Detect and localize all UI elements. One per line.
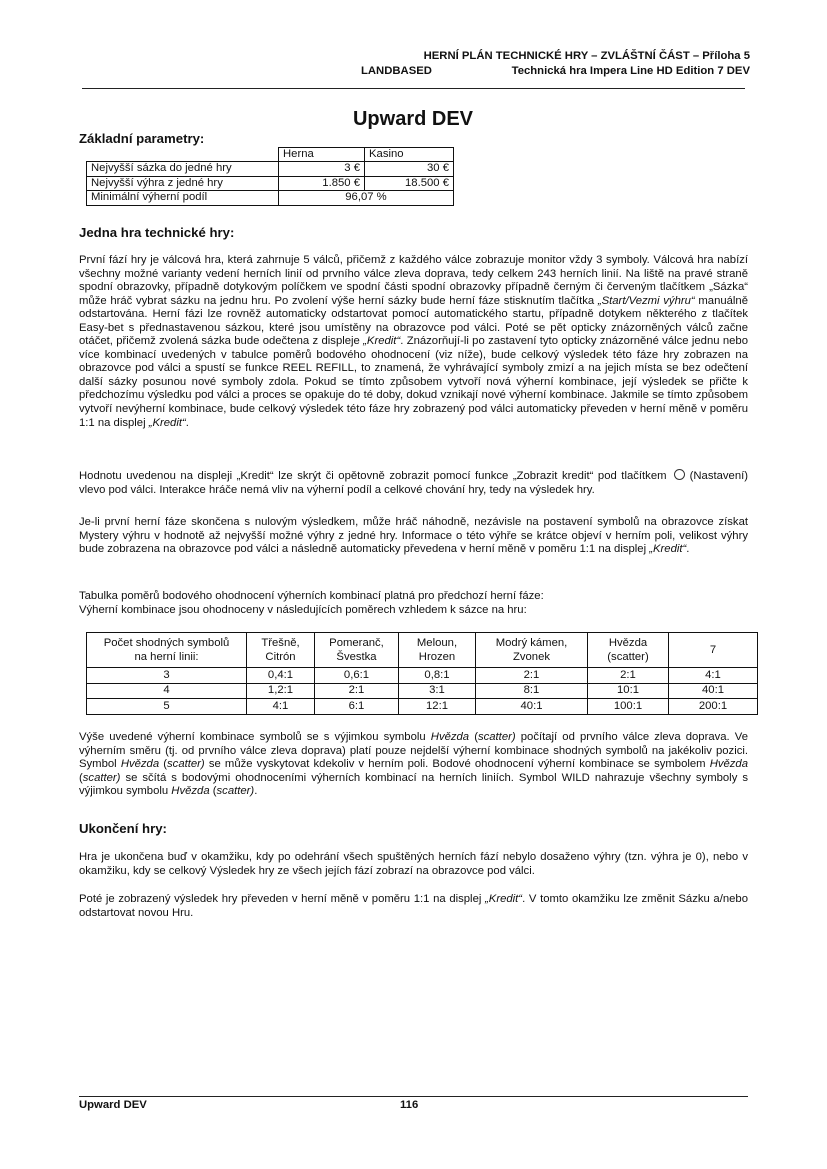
page-title: Upward DEV	[352, 108, 474, 130]
column-header: Meloun, Hrozen	[399, 633, 476, 668]
row-label: Minimální výherní podíl	[87, 191, 279, 205]
column-header: Pomeranč, Švestka	[315, 633, 399, 668]
header-landbased: LANDBASED	[361, 65, 432, 77]
settings-gear-icon	[674, 469, 685, 480]
column-header: Třešně, Citrón	[247, 633, 315, 668]
column-header-kasino: Kasino	[365, 148, 454, 162]
payout-ratio-table	[86, 632, 758, 715]
basic-params-heading: Základní parametry:	[79, 131, 205, 146]
rtp-value: 96,07 %	[279, 191, 454, 205]
table-row: 3 0,4:1 0,6:1 0,8:1 2:1 2:1 4:1	[87, 668, 758, 684]
cell-value: 3 €	[279, 162, 365, 176]
table-row: 5 4:1 6:1 12:1 40:1 100:1 200:1	[87, 699, 758, 715]
ratio-table-intro: Tabulka poměrů bodového ohodnocení výherních kombinací platná pro předchozí herní fáze: Výherní kombinace jsou ohodnoceny v následujících poměrech vzhledem k sázce na hru:	[79, 590, 544, 616]
table-header-row	[87, 148, 454, 162]
table-header-row	[87, 633, 758, 668]
table-row	[87, 191, 454, 205]
footer-game-name: Upward DEV	[79, 1099, 147, 1111]
mystery-win-paragraph: Je-li první herní fáze skončena s nulovým výsledkem, může hráč náhodně, nezávisle na postavení symbolů na obrazovce získat Mystery výhru v hodnotě až nejvyšší možné výhry z jedné hry. Informace o této výhře se krátce objeví v herním poli, velikost výhry bude zobrazena na obrazovce pod válci a následně automaticky převedena v herní měně v poměru 1:1 na displej „Kredit“.	[79, 516, 748, 556]
column-header: 7	[669, 633, 758, 668]
scatter-rules-paragraph: Výše uvedené výherní kombinace symbolů se s výjimkou symbolu Hvězda (scatter) počítají od prvního válce zleva doprava. Ve výherním směru (tj. od prvního válce zleva doprava) platí pouze nejdelší výherní kombinace shodných symbolů na jakékoliv pozici. Symbol Hvězda (scatter) se může vyskytovat kdekoliv v herním poli. Bodové ohodnocení výherní kombinace se symbolem Hvězda (scatter) se sčítá s bodovými ohodnoceními výherních kombinací na herních liniích. Symbol WILD nahrazuje všechny symboly s výjimkou symbolu Hvězda (scatter).	[79, 731, 748, 798]
header-divider	[82, 88, 745, 89]
page-number: 116	[400, 1099, 419, 1111]
header-game-name: Technická hra Impera Line HD Edition 7 DEV	[511, 65, 750, 77]
cell-value: 1.850 €	[279, 176, 365, 190]
basic-params-table	[86, 147, 454, 206]
table-row	[87, 162, 454, 176]
column-header-herna: Herna	[279, 148, 365, 162]
credit-display-paragraph: Hodnotu uvedenou na displeji „Kredit“ lze skrýt či opětovně zobrazit pomocí funkce „Zobrazit kredit“ pod tlačítkem (Nastavení) vlevo pod válci. Interakce hráče nemá vliv na výherní podíl a celkové chování hry, tedy na výsledek hry.	[79, 470, 749, 496]
column-header: Počet shodných symbolů na herní linii:	[87, 633, 247, 668]
cell-value: 30 €	[365, 162, 454, 176]
cell-value: 18.500 €	[365, 176, 454, 190]
game-description-paragraph: První fází hry je válcová hra, která zahrnuje 5 válců, přičemž z každého válce zobrazuje monitor vždy 3 symboly. Válcová hra nabízí všechny možné varianty vedení herních linií od prvního válce zleva doprava, tedy celkem 243 herních linií. Na liště na pravé straně spodní obrazovky, případně dotykovým políčkem ve spodní části spodní obrazovky případně černým či červeným tlačítkem „Sázka“ může hráč vybrat sázku na jednu hru. Po zvolení výše herní sázky bude herní fáze stisknutím tlačítka „Start/Vezmi výhru“ manuálně odstartována. Herní fázi lze rovněž automaticky odstartovat pomocí automatického startu, případně dotykem některého z tlačítek Easy-bet s přednastavenou sázkou, které jsou umístěny na obrazovce pod válci. Poté se pět opticky znázorněných válců začne otáčet, přičemž zvolená sázka bude odečtena z displeje „Kredit“. Znázorňují-li po zastavení tyto opticky znázorněné válce jednu nebo více kombinací uvedených v tabulce poměrů bodového ohodnocení (viz níže), bude celkový výsledek této fáze hry zobrazen na obrazovce pod válci a spustí se funkce REEL REFILL, to znamená, že vyhrávající symboly zmizí a na jejich místa se bez odečtení další sázky posunou nové symboly zdola. Pokud se tímto způsobem vytvoří nová výherní kombinace, její výsledek se přičte k předchozímu výsledku pod válci a proces se opakuje do té doby, dokud vznikají nové výherní kombinace. Jakmile se tímto způsobem vytvoří nevýherní kombinace, bude celkový výsledek této fáze hry zobrazený pod válci automaticky převeden v herní měně v poměru 1:1 na displej „Kredit“.	[79, 254, 749, 429]
row-label: Nejvyšší sázka do jedné hry	[87, 162, 279, 176]
game-section-heading: Jedna hra technické hry:	[79, 225, 235, 240]
column-header: Modrý kámen, Zvonek	[476, 633, 588, 668]
footer-divider	[79, 1096, 748, 1097]
end-of-game-paragraph: Hra je ukončena buď v okamžiku, kdy po odehrání všech spuštěných herních fází nebylo dosaženo výhry (tzn. výhra je 0), nebo v okamžiku, kdy se celkový Výsledek hry ze všech jejích fází zobrazí na obrazovce pod válci.	[79, 851, 748, 877]
result-transfer-paragraph: Poté je zobrazený výsledek hry převeden v herní měně v poměru 1:1 na displej „Kredit“. V tomto okamžiku lze změnit Sázku a/nebo odstartovat novou Hru.	[79, 893, 748, 919]
header-title: HERNÍ PLÁN TECHNICKÉ HRY – ZVLÁŠTNÍ ČÁST – Příloha 5	[423, 50, 750, 62]
table-row: 4 1,2:1 2:1 3:1 8:1 10:1 40:1	[87, 683, 758, 699]
column-header: Hvězda (scatter)	[588, 633, 669, 668]
row-label: Nejvyšší výhra z jedné hry	[87, 176, 279, 190]
end-section-heading: Ukončení hry:	[79, 821, 167, 836]
table-row	[87, 176, 454, 190]
